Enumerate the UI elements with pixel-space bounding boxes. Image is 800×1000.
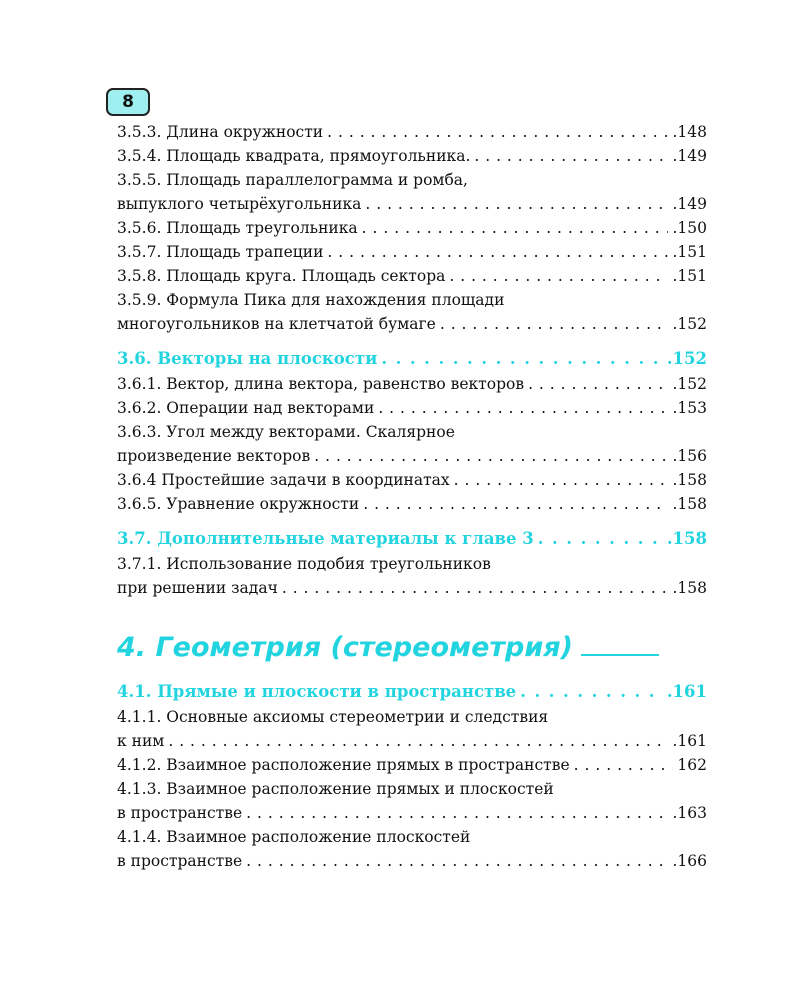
toc-entry[interactable] (117, 495, 707, 519)
dot-leader (327, 243, 668, 261)
toc-entry-page: .152 (672, 315, 707, 333)
page-number-badge: 8 (106, 88, 150, 116)
toc-entry-page: .158 (672, 579, 707, 597)
toc-entry-title: 3.7. Дополнительные материалы к главе 3 (117, 529, 534, 548)
toc-entry[interactable] (117, 291, 707, 315)
dot-leader (474, 147, 668, 165)
toc-entry-title: в пространстве (117, 804, 243, 822)
toc-entry-title: 3.6.1. Вектор, длина вектора, равенство векторов (117, 375, 525, 393)
toc-entry[interactable] (117, 123, 707, 147)
toc-entry-title: многоугольников на клетчатой бумаге (117, 315, 436, 333)
toc-entry[interactable] (117, 708, 707, 732)
toc-entry[interactable] (117, 732, 707, 756)
table-of-contents-chapter-4 (117, 682, 707, 876)
toc-entry-page: .149 (672, 147, 707, 165)
toc-entry-title: 3.6.3. Угол между векторами. Скалярное (117, 423, 455, 441)
toc-entry-title: 3.5.8. Площадь круга. Площадь сектора (117, 267, 446, 285)
toc-entry-title: выпуклого четырёхугольника (117, 195, 362, 213)
dot-leader (168, 732, 668, 750)
dot-leader (363, 495, 668, 513)
dot-leader (528, 375, 668, 393)
toc-entry-page: .151 (672, 267, 707, 285)
dot-leader (365, 195, 668, 213)
toc-entry[interactable] (117, 852, 707, 876)
toc-entry-title: 3.6.2. Операции над векторами (117, 399, 375, 417)
toc-entry[interactable] (117, 828, 707, 852)
toc-section-heading[interactable] (117, 349, 707, 375)
toc-entry-page: .163 (672, 804, 707, 822)
toc-entry-page: .158 (666, 529, 707, 548)
chapter-title: 4. Геометрия (стереометрия) (117, 632, 573, 663)
dot-leader (538, 529, 663, 548)
toc-entry-title: 3.5.9. Формула Пика для нахождения площади (117, 291, 505, 309)
toc-entry[interactable] (117, 171, 707, 195)
toc-entry-page: .150 (672, 219, 707, 237)
table-of-contents (117, 123, 707, 603)
dot-leader (282, 579, 669, 597)
toc-entry-title: 4.1.2. Взаимное расположение прямых в пространстве (117, 756, 570, 774)
dot-leader (381, 349, 663, 368)
toc-entry-title: 3.5.7. Площадь трапеции (117, 243, 324, 261)
toc-entry[interactable] (117, 447, 707, 471)
toc-entry-title: 3.5.3. Длина окружности (117, 123, 324, 141)
toc-entry-title: при решении задач (117, 579, 278, 597)
toc-entry[interactable] (117, 579, 707, 603)
toc-entry-title: 4.1.3. Взаимное расположение прямых и плоскостей (117, 780, 554, 798)
toc-entry-title: 3.7.1. Использование подобия треугольников (117, 555, 491, 573)
toc-entry[interactable] (117, 804, 707, 828)
toc-entry-page: .158 (672, 471, 707, 489)
dot-leader (454, 471, 669, 489)
toc-entry-title: 4.1.1. Основные аксиомы стереометрии и следствия (117, 708, 549, 726)
toc-entry-page: .149 (672, 195, 707, 213)
chapter-heading (117, 632, 659, 663)
toc-entry-title: 4.1. Прямые и плоскости в пространстве (117, 682, 517, 701)
toc-entry[interactable] (117, 315, 707, 339)
toc-entry[interactable] (117, 267, 707, 291)
toc-entry-title: к ним (117, 732, 165, 750)
dot-leader (246, 804, 668, 822)
toc-entry-page: .151 (672, 243, 707, 261)
toc-entry-page: .152 (666, 349, 707, 368)
dot-leader (327, 123, 668, 141)
dot-leader (246, 852, 668, 870)
toc-entry-title: 3.5.4. Площадь квадрата, прямоугольника. (117, 147, 471, 165)
toc-entry[interactable] (117, 756, 707, 780)
dot-leader (314, 447, 668, 465)
dot-leader (362, 219, 669, 237)
toc-entry[interactable] (117, 147, 707, 171)
toc-entry-page: .152 (672, 375, 707, 393)
toc-entry-title: 3.6.5. Уравнение окружности (117, 495, 360, 513)
toc-entry-title: 3.6.4 Простейшие задачи в координатах (117, 471, 450, 489)
toc-entry-page: .166 (672, 852, 707, 870)
toc-entry-page: .161 (672, 732, 707, 750)
toc-entry-page: .161 (666, 682, 707, 701)
toc-entry[interactable] (117, 399, 707, 423)
toc-entry[interactable] (117, 423, 707, 447)
section-gap (117, 519, 707, 529)
dot-leader (440, 315, 669, 333)
toc-entry[interactable] (117, 555, 707, 579)
toc-entry[interactable] (117, 243, 707, 267)
toc-entry-title: 3.5.6. Площадь треугольника (117, 219, 358, 237)
toc-entry[interactable] (117, 780, 707, 804)
dot-leader (520, 682, 663, 701)
toc-entry[interactable] (117, 219, 707, 243)
toc-section-heading[interactable] (117, 682, 707, 708)
toc-entry-title: 3.5.5. Площадь параллелограмма и ромба, (117, 171, 468, 189)
toc-entry-title: в пространстве (117, 852, 243, 870)
toc-entry[interactable] (117, 375, 707, 399)
toc-entry-page: .153 (672, 399, 707, 417)
section-gap (117, 339, 707, 349)
dot-leader (378, 399, 668, 417)
toc-entry-title: 3.6. Векторы на плоскости (117, 349, 378, 368)
dot-leader (449, 267, 668, 285)
toc-entry-title: 4.1.4. Взаимное расположение плоскостей (117, 828, 471, 846)
chapter-title-rule (581, 634, 659, 656)
toc-entry[interactable] (117, 195, 707, 219)
toc-entry[interactable] (117, 471, 707, 495)
toc-entry-title: произведение векторов (117, 447, 311, 465)
dot-leader (574, 756, 674, 774)
toc-section-heading[interactable] (117, 529, 707, 555)
toc-entry-page: .158 (672, 495, 707, 513)
toc-entry-page: .156 (672, 447, 707, 465)
toc-entry-page: .148 (672, 123, 707, 141)
toc-entry-page: 162 (677, 756, 707, 774)
